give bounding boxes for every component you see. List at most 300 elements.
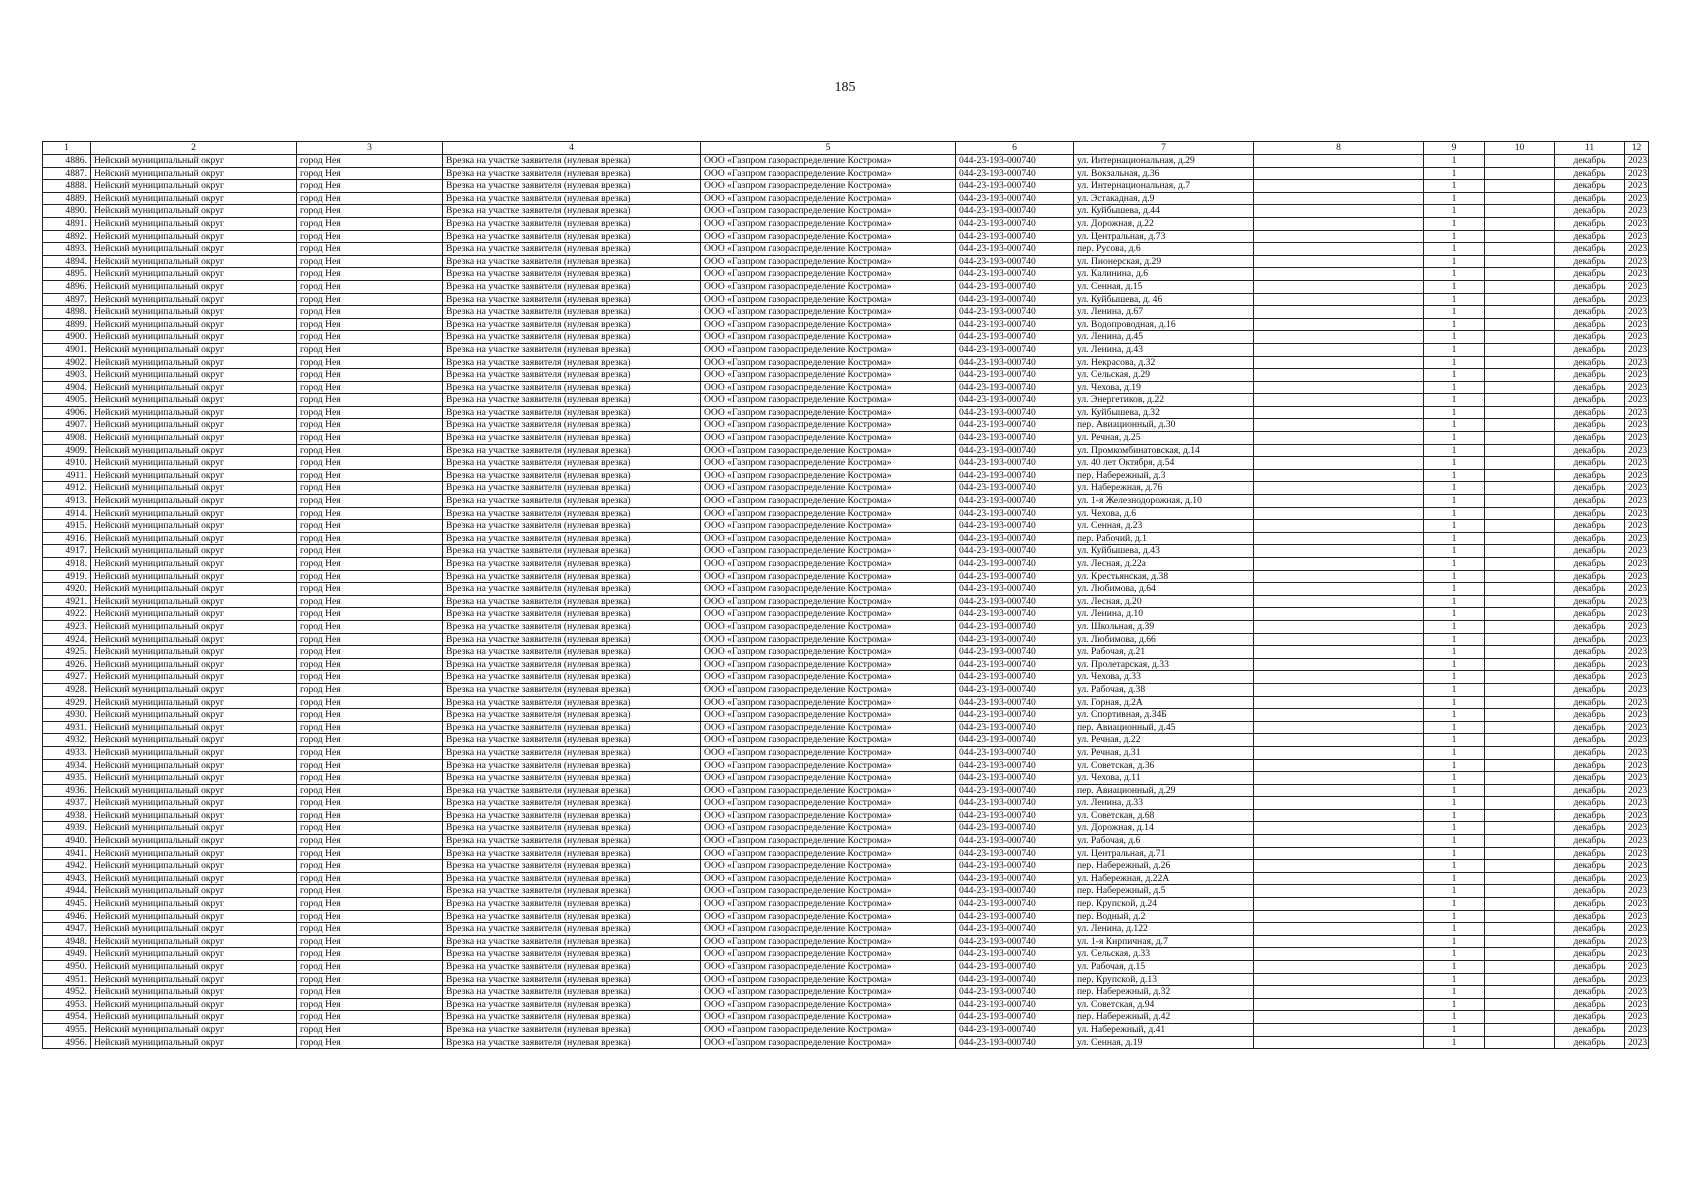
month-cell: декабрь (1555, 595, 1625, 608)
table-row (43, 343, 1649, 356)
month-cell: декабрь (1555, 671, 1625, 684)
column-10-cell (1485, 961, 1555, 974)
code-cell: 044-23-193-000740 (956, 671, 1074, 684)
work-type-cell: Врезка на участке заявителя (нулевая врезка) (443, 268, 701, 281)
code-cell: 044-23-193-000740 (956, 734, 1074, 747)
city-cell: город Нея (297, 1011, 443, 1024)
count-cell: 1 (1424, 558, 1485, 571)
table-row (43, 961, 1649, 974)
district-cell: Нейский муниципальный округ (91, 217, 297, 230)
code-cell: 044-23-193-000740 (956, 822, 1074, 835)
column-10-cell (1485, 406, 1555, 419)
city-cell: город Нея (297, 885, 443, 898)
district-cell: Нейский муниципальный округ (91, 595, 297, 608)
column-8-cell (1254, 192, 1424, 205)
year-cell: 2023 (1625, 369, 1649, 382)
district-cell: Нейский муниципальный округ (91, 155, 297, 168)
district-cell: Нейский муниципальный округ (91, 721, 297, 734)
code-cell: 044-23-193-000740 (956, 721, 1074, 734)
district-cell: Нейский муниципальный округ (91, 620, 297, 633)
count-cell: 1 (1424, 872, 1485, 885)
month-cell: декабрь (1555, 520, 1625, 533)
address-cell: ул. Речная, д.25 (1074, 432, 1254, 445)
work-type-cell: Врезка на участке заявителя (нулевая врезка) (443, 507, 701, 520)
count-cell: 1 (1424, 998, 1485, 1011)
table-row (43, 318, 1649, 331)
table-row (43, 872, 1649, 885)
work-type-cell: Врезка на участке заявителя (нулевая врезка) (443, 520, 701, 533)
row-number: 4956. (43, 1036, 91, 1049)
month-cell: декабрь (1555, 394, 1625, 407)
count-cell: 1 (1424, 1036, 1485, 1049)
count-cell: 1 (1424, 469, 1485, 482)
year-cell: 2023 (1625, 709, 1649, 722)
city-cell: город Нея (297, 822, 443, 835)
column-8-cell (1254, 595, 1424, 608)
work-type-cell: Врезка на участке заявителя (нулевая врезка) (443, 671, 701, 684)
column-10-cell (1485, 268, 1555, 281)
count-cell: 1 (1424, 822, 1485, 835)
column-10-cell (1485, 860, 1555, 873)
row-number: 4930. (43, 709, 91, 722)
year-cell: 2023 (1625, 469, 1649, 482)
column-10-cell (1485, 293, 1555, 306)
organization-cell: ООО «Газпром газораспределение Кострома» (701, 620, 956, 633)
organization-cell: ООО «Газпром газораспределение Кострома» (701, 180, 956, 193)
month-cell: декабрь (1555, 180, 1625, 193)
work-type-cell: Врезка на участке заявителя (нулевая врезка) (443, 885, 701, 898)
month-cell: декабрь (1555, 734, 1625, 747)
address-cell: ул. Сенная, д.19 (1074, 1036, 1254, 1049)
district-cell: Нейский муниципальный округ (91, 772, 297, 785)
city-cell: город Нея (297, 155, 443, 168)
year-cell: 2023 (1625, 885, 1649, 898)
district-cell: Нейский муниципальный округ (91, 608, 297, 621)
address-cell: ул. Горная, д.2А (1074, 696, 1254, 709)
code-cell: 044-23-193-000740 (956, 205, 1074, 218)
table-row (43, 759, 1649, 772)
year-cell: 2023 (1625, 268, 1649, 281)
year-cell: 2023 (1625, 243, 1649, 256)
organization-cell: ООО «Газпром газораспределение Кострома» (701, 217, 956, 230)
work-type-cell: Врезка на участке заявителя (нулевая врезка) (443, 205, 701, 218)
city-cell: город Нея (297, 343, 443, 356)
year-cell: 2023 (1625, 167, 1649, 180)
district-cell: Нейский муниципальный округ (91, 495, 297, 508)
district-cell: Нейский муниципальный округ (91, 910, 297, 923)
address-cell: ул. Сельская, д.29 (1074, 369, 1254, 382)
column-8-cell (1254, 369, 1424, 382)
table-row (43, 620, 1649, 633)
code-cell: 044-23-193-000740 (956, 923, 1074, 936)
district-cell: Нейский муниципальный округ (91, 923, 297, 936)
column-10-cell (1485, 986, 1555, 999)
column-8-cell (1254, 532, 1424, 545)
month-cell: декабрь (1555, 935, 1625, 948)
month-cell: декабрь (1555, 746, 1625, 759)
row-number: 4917. (43, 545, 91, 558)
code-cell: 044-23-193-000740 (956, 243, 1074, 256)
work-type-cell: Врезка на участке заявителя (нулевая врезка) (443, 293, 701, 306)
month-cell: декабрь (1555, 973, 1625, 986)
district-cell: Нейский муниципальный округ (91, 306, 297, 319)
code-cell: 044-23-193-000740 (956, 646, 1074, 659)
city-cell: город Нея (297, 696, 443, 709)
code-cell: 044-23-193-000740 (956, 419, 1074, 432)
year-cell: 2023 (1625, 683, 1649, 696)
address-cell: ул. Набережный, д.41 (1074, 1023, 1254, 1036)
month-cell: декабрь (1555, 532, 1625, 545)
row-number: 4955. (43, 1023, 91, 1036)
register-body (43, 155, 1649, 1049)
work-type-cell: Врезка на участке заявителя (нулевая врезка) (443, 583, 701, 596)
column-8-cell (1254, 1011, 1424, 1024)
city-cell: город Нея (297, 180, 443, 193)
row-number: 4914. (43, 507, 91, 520)
organization-cell: ООО «Газпром газораспределение Кострома» (701, 860, 956, 873)
row-number: 4931. (43, 721, 91, 734)
column-10-cell (1485, 469, 1555, 482)
month-cell: декабрь (1555, 167, 1625, 180)
count-cell: 1 (1424, 658, 1485, 671)
year-cell: 2023 (1625, 205, 1649, 218)
column-8-cell (1254, 167, 1424, 180)
month-cell: декабрь (1555, 683, 1625, 696)
column-header-1: 1 (43, 142, 91, 155)
year-cell: 2023 (1625, 406, 1649, 419)
address-cell: ул. Эстакадная, д.9 (1074, 192, 1254, 205)
table-row (43, 570, 1649, 583)
year-cell: 2023 (1625, 935, 1649, 948)
month-cell: декабрь (1555, 797, 1625, 810)
city-cell: город Нея (297, 558, 443, 571)
organization-cell: ООО «Газпром газораспределение Кострома» (701, 331, 956, 344)
count-cell: 1 (1424, 520, 1485, 533)
code-cell: 044-23-193-000740 (956, 809, 1074, 822)
work-type-cell: Врезка на участке заявителя (нулевая врезка) (443, 998, 701, 1011)
organization-cell: ООО «Газпром газораспределение Кострома» (701, 255, 956, 268)
city-cell: город Нея (297, 595, 443, 608)
column-10-cell (1485, 1023, 1555, 1036)
city-cell: город Нея (297, 545, 443, 558)
year-cell: 2023 (1625, 217, 1649, 230)
organization-cell: ООО «Газпром газораспределение Кострома» (701, 469, 956, 482)
column-10-cell (1485, 444, 1555, 457)
row-number: 4891. (43, 217, 91, 230)
column-8-cell (1254, 620, 1424, 633)
organization-cell: ООО «Газпром газораспределение Кострома» (701, 280, 956, 293)
district-cell: Нейский муниципальный округ (91, 784, 297, 797)
month-cell: декабрь (1555, 255, 1625, 268)
table-row (43, 280, 1649, 293)
code-cell: 044-23-193-000740 (956, 583, 1074, 596)
district-cell: Нейский муниципальный округ (91, 318, 297, 331)
row-number: 4898. (43, 306, 91, 319)
year-cell: 2023 (1625, 746, 1649, 759)
column-10-cell (1485, 847, 1555, 860)
column-10-cell (1485, 243, 1555, 256)
row-number: 4946. (43, 910, 91, 923)
city-cell: город Нея (297, 306, 443, 319)
district-cell: Нейский муниципальный округ (91, 482, 297, 495)
work-type-cell: Врезка на участке заявителя (нулевая врезка) (443, 759, 701, 772)
count-cell: 1 (1424, 343, 1485, 356)
count-cell: 1 (1424, 1011, 1485, 1024)
row-number: 4897. (43, 293, 91, 306)
organization-cell: ООО «Газпром газораспределение Кострома» (701, 482, 956, 495)
year-cell: 2023 (1625, 835, 1649, 848)
column-header-12: 12 (1625, 142, 1649, 155)
count-cell: 1 (1424, 180, 1485, 193)
organization-cell: ООО «Газпром газораспределение Кострома» (701, 721, 956, 734)
address-cell: ул. Ленина, д.122 (1074, 923, 1254, 936)
district-cell: Нейский муниципальный округ (91, 419, 297, 432)
address-cell: ул. 1-я Железнодорожная, д.10 (1074, 495, 1254, 508)
work-type-cell: Врезка на участке заявителя (нулевая врезка) (443, 255, 701, 268)
column-10-cell (1485, 784, 1555, 797)
organization-cell: ООО «Газпром газораспределение Кострома» (701, 809, 956, 822)
month-cell: декабрь (1555, 280, 1625, 293)
year-cell: 2023 (1625, 444, 1649, 457)
column-10-cell (1485, 155, 1555, 168)
city-cell: город Нея (297, 898, 443, 911)
year-cell: 2023 (1625, 331, 1649, 344)
count-cell: 1 (1424, 280, 1485, 293)
district-cell: Нейский муниципальный округ (91, 230, 297, 243)
code-cell: 044-23-193-000740 (956, 961, 1074, 974)
address-cell: ул. Любимова, д.66 (1074, 633, 1254, 646)
column-8-cell (1254, 583, 1424, 596)
address-cell: ул. Чехова, д.11 (1074, 772, 1254, 785)
column-10-cell (1485, 558, 1555, 571)
column-8-cell (1254, 268, 1424, 281)
code-cell: 044-23-193-000740 (956, 520, 1074, 533)
column-8-cell (1254, 381, 1424, 394)
address-cell: ул. Куйбышева, д. 46 (1074, 293, 1254, 306)
address-cell: ул. Некрасова, д.32 (1074, 356, 1254, 369)
organization-cell: ООО «Газпром газораспределение Кострома» (701, 709, 956, 722)
row-number: 4892. (43, 230, 91, 243)
organization-cell: ООО «Газпром газораспределение Кострома» (701, 394, 956, 407)
register-table (42, 141, 1649, 1049)
row-number: 4940. (43, 835, 91, 848)
table-row (43, 847, 1649, 860)
month-cell: декабрь (1555, 784, 1625, 797)
row-number: 4935. (43, 772, 91, 785)
code-cell: 044-23-193-000740 (956, 343, 1074, 356)
work-type-cell: Врезка на участке заявителя (нулевая врезка) (443, 860, 701, 873)
work-type-cell: Врезка на участке заявителя (нулевая врезка) (443, 243, 701, 256)
code-cell: 044-23-193-000740 (956, 230, 1074, 243)
count-cell: 1 (1424, 306, 1485, 319)
district-cell: Нейский муниципальный округ (91, 381, 297, 394)
code-cell: 044-23-193-000740 (956, 369, 1074, 382)
address-cell: ул. Лесная, д.22а (1074, 558, 1254, 571)
column-header-2: 2 (91, 142, 297, 155)
row-number: 4905. (43, 394, 91, 407)
address-cell: ул. Энергетиков, д.22 (1074, 394, 1254, 407)
district-cell: Нейский муниципальный округ (91, 558, 297, 571)
year-cell: 2023 (1625, 1011, 1649, 1024)
year-cell: 2023 (1625, 961, 1649, 974)
row-number: 4949. (43, 948, 91, 961)
city-cell: город Нея (297, 809, 443, 822)
work-type-cell: Врезка на участке заявителя (нулевая врезка) (443, 469, 701, 482)
city-cell: город Нея (297, 457, 443, 470)
address-cell: пер. Набережный, д.26 (1074, 860, 1254, 873)
month-cell: декабрь (1555, 872, 1625, 885)
row-number: 4925. (43, 646, 91, 659)
address-cell: ул. Чехова, д.33 (1074, 671, 1254, 684)
city-cell: город Нея (297, 381, 443, 394)
table-row (43, 583, 1649, 596)
table-row (43, 167, 1649, 180)
table-row (43, 558, 1649, 571)
count-cell: 1 (1424, 797, 1485, 810)
year-cell: 2023 (1625, 545, 1649, 558)
organization-cell: ООО «Газпром газораспределение Кострома» (701, 558, 956, 571)
row-number: 4932. (43, 734, 91, 747)
code-cell: 044-23-193-000740 (956, 746, 1074, 759)
district-cell: Нейский муниципальный округ (91, 293, 297, 306)
table-row (43, 469, 1649, 482)
column-8-cell (1254, 885, 1424, 898)
address-cell: ул. Рабочая, д.15 (1074, 961, 1254, 974)
work-type-cell: Врезка на участке заявителя (нулевая врезка) (443, 822, 701, 835)
column-8-cell (1254, 935, 1424, 948)
code-cell: 044-23-193-000740 (956, 558, 1074, 571)
column-10-cell (1485, 457, 1555, 470)
row-number: 4916. (43, 532, 91, 545)
row-number: 4937. (43, 797, 91, 810)
count-cell: 1 (1424, 255, 1485, 268)
district-cell: Нейский муниципальный округ (91, 998, 297, 1011)
district-cell: Нейский муниципальный округ (91, 406, 297, 419)
city-cell: город Нея (297, 948, 443, 961)
row-number: 4943. (43, 872, 91, 885)
code-cell: 044-23-193-000740 (956, 155, 1074, 168)
code-cell: 044-23-193-000740 (956, 1011, 1074, 1024)
table-row (43, 1036, 1649, 1049)
city-cell: город Нея (297, 293, 443, 306)
year-cell: 2023 (1625, 608, 1649, 621)
table-row (43, 482, 1649, 495)
year-cell: 2023 (1625, 809, 1649, 822)
column-8-cell (1254, 847, 1424, 860)
code-cell: 044-23-193-000740 (956, 973, 1074, 986)
column-10-cell (1485, 369, 1555, 382)
table-row (43, 356, 1649, 369)
count-cell: 1 (1424, 633, 1485, 646)
row-number: 4896. (43, 280, 91, 293)
count-cell: 1 (1424, 369, 1485, 382)
month-cell: декабрь (1555, 469, 1625, 482)
column-8-cell (1254, 558, 1424, 571)
month-cell: декабрь (1555, 419, 1625, 432)
organization-cell: ООО «Газпром газораспределение Кострома» (701, 696, 956, 709)
column-8-cell (1254, 570, 1424, 583)
table-row (43, 696, 1649, 709)
city-cell: город Нея (297, 658, 443, 671)
organization-cell: ООО «Газпром газораспределение Кострома» (701, 318, 956, 331)
organization-cell: ООО «Газпром газораспределение Кострома» (701, 784, 956, 797)
table-row (43, 180, 1649, 193)
count-cell: 1 (1424, 356, 1485, 369)
column-8-cell (1254, 746, 1424, 759)
column-header-4: 4 (443, 142, 701, 155)
district-cell: Нейский муниципальный округ (91, 343, 297, 356)
row-number: 4918. (43, 558, 91, 571)
year-cell: 2023 (1625, 192, 1649, 205)
column-8-cell (1254, 331, 1424, 344)
year-cell: 2023 (1625, 797, 1649, 810)
month-cell: декабрь (1555, 822, 1625, 835)
code-cell: 044-23-193-000740 (956, 255, 1074, 268)
row-number: 4886. (43, 155, 91, 168)
work-type-cell: Врезка на участке заявителя (нулевая врезка) (443, 935, 701, 948)
district-cell: Нейский муниципальный округ (91, 583, 297, 596)
year-cell: 2023 (1625, 595, 1649, 608)
code-cell: 044-23-193-000740 (956, 633, 1074, 646)
row-number: 4888. (43, 180, 91, 193)
table-row (43, 721, 1649, 734)
code-cell: 044-23-193-000740 (956, 709, 1074, 722)
district-cell: Нейский муниципальный округ (91, 860, 297, 873)
city-cell: город Нея (297, 835, 443, 848)
column-10-cell (1485, 205, 1555, 218)
address-cell: ул. Советская, д.68 (1074, 809, 1254, 822)
month-cell: декабрь (1555, 495, 1625, 508)
organization-cell: ООО «Газпром газораспределение Кострома» (701, 343, 956, 356)
column-8-cell (1254, 419, 1424, 432)
table-row (43, 860, 1649, 873)
column-8-cell (1254, 898, 1424, 911)
work-type-cell: Врезка на участке заявителя (нулевая врезка) (443, 961, 701, 974)
column-10-cell (1485, 696, 1555, 709)
month-cell: декабрь (1555, 759, 1625, 772)
work-type-cell: Врезка на участке заявителя (нулевая врезка) (443, 772, 701, 785)
count-cell: 1 (1424, 394, 1485, 407)
work-type-cell: Врезка на участке заявителя (нулевая врезка) (443, 734, 701, 747)
column-10-cell (1485, 331, 1555, 344)
row-number: 4941. (43, 847, 91, 860)
column-8-cell (1254, 444, 1424, 457)
district-cell: Нейский муниципальный округ (91, 205, 297, 218)
column-10-cell (1485, 180, 1555, 193)
column-8-cell (1254, 507, 1424, 520)
row-number: 4924. (43, 633, 91, 646)
table-row (43, 369, 1649, 382)
city-cell: город Нея (297, 255, 443, 268)
column-8-cell (1254, 545, 1424, 558)
column-10-cell (1485, 998, 1555, 1011)
district-cell: Нейский муниципальный округ (91, 961, 297, 974)
column-8-cell (1254, 759, 1424, 772)
column-header-5: 5 (701, 142, 956, 155)
count-cell: 1 (1424, 772, 1485, 785)
count-cell: 1 (1424, 910, 1485, 923)
district-cell: Нейский муниципальный округ (91, 633, 297, 646)
year-cell: 2023 (1625, 419, 1649, 432)
work-type-cell: Врезка на участке заявителя (нулевая врезка) (443, 973, 701, 986)
column-8-cell (1254, 180, 1424, 193)
district-cell: Нейский муниципальный округ (91, 746, 297, 759)
city-cell: город Нея (297, 935, 443, 948)
district-cell: Нейский муниципальный округ (91, 469, 297, 482)
address-cell: ул. Пролетарская, д.33 (1074, 658, 1254, 671)
district-cell: Нейский муниципальный округ (91, 369, 297, 382)
table-row (43, 255, 1649, 268)
